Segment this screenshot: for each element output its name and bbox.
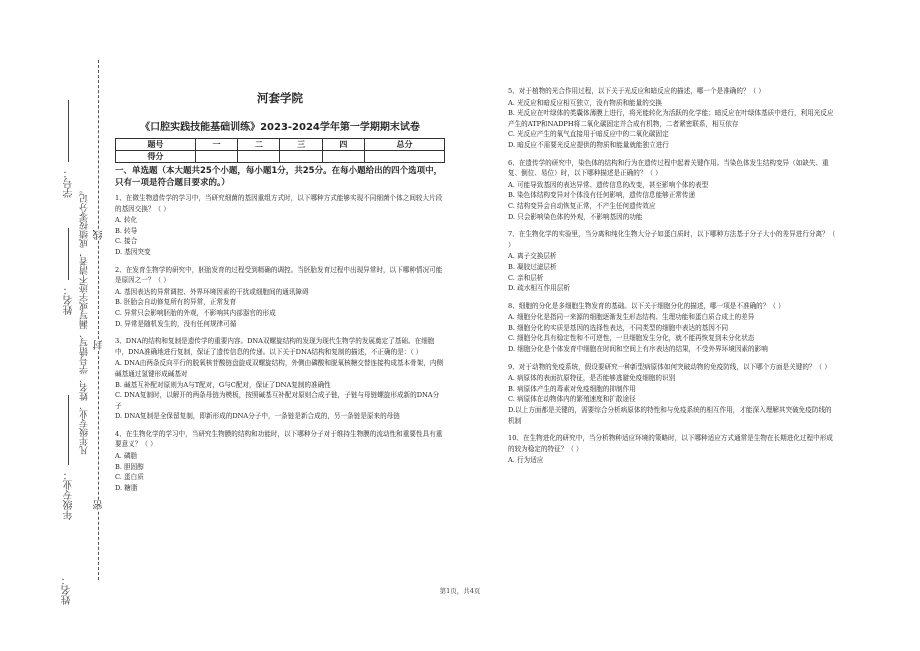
answer-option: A. 病原体的表面抗原特征，是否能够逃避免疫细胞的识别 [508,374,676,383]
answer-option: A. 光反应和暗反应相互独立，没有物质和能量的交换 [508,98,663,107]
score-cell: 四 [322,139,364,151]
option-list [508,373,838,426]
answer-option: A. 可能导致基因的表达异常、遗传信息的改变，甚至影响个体的表型 [508,180,709,189]
answer-option: D. DNA复制是全保留复制，即新形成的DNA分子中，一条链是新合成的，另一条链是原来的母链 [115,412,400,421]
seal-char-secret: 密 [94,500,105,510]
question [115,193,445,258]
question [115,336,445,422]
right-question-list [508,86,838,466]
question [508,86,838,151]
answer-option: A. 转化 [115,216,138,225]
grade-major-line [68,395,69,465]
score-cell: 总分 [365,139,445,151]
answer-option: D. 基因突变 [115,247,151,256]
score-cell: 二 [238,139,280,151]
student-id-line [68,100,69,162]
score-cell: 得分 [116,151,196,163]
option-list [115,287,445,329]
answer-option: D. 异常是随机发生的，没有任何规律可循 [115,319,237,328]
question-stem: 8、细胞的分化是多细胞生物发育的基础。以下关于细胞分化的描述，哪一项是不准确的？（ ） [508,301,785,310]
option-list [115,215,445,257]
name-line [68,228,69,280]
score-input-cell[interactable] [365,151,445,163]
answer-option: D. 细胞分化是个体发育中细胞在时间和空间上有序表达的结果，不受外界环境因素的影响 [508,345,768,354]
answer-option: C. 异常只会影响胚胎的外观，不影响其内部器官的形成 [115,308,276,317]
question-stem: 9、对于动物的免疫系统，假设要研究一种新型病原体如何突破动物的免疫防线，以下哪个方面是关键的？（ ） [508,362,831,371]
left-column [115,90,445,500]
score-input-cell[interactable] [238,151,280,163]
question [115,265,445,330]
right-column [508,86,838,473]
question [508,158,838,223]
answer-option: C. 接合 [115,237,138,246]
answer-option: A. 磷脂 [115,452,138,461]
answer-option: D. 疏水相互作用层析 [508,284,570,293]
seal-char-seal: 封 [94,340,105,350]
answer-option: D. 只会影响染色体的外观，不影响基因的功能 [508,212,643,221]
answer-option: C. DNA复制时，以解开的两条母链为模板，按照碱基互补配对原则合成子链，子链与母链螺旋形成新的DNA分子 [115,391,440,410]
question [508,433,838,466]
score-input-cell[interactable] [322,151,364,163]
answer-option: C. 结构变异会自动恢复正常，不产生任何遗传效应 [508,201,656,210]
score-header-row [116,139,445,151]
score-cell: 一 [195,139,237,151]
answer-option: D.以上方面都是关键的，需要综合分析病原体的特性和与免疫系统的相互作用，才能深入理解其突破免疫防线的机制 [508,406,832,425]
option-list [508,98,838,151]
answer-option: A. 离子交换层析 [508,252,557,261]
score-cell: 题号 [116,139,196,151]
name-label: 姓名： [64,285,75,315]
score-input-cell[interactable] [280,151,322,163]
answer-option: B. 碱基互补配对原则为A与T配对，G与C配对，保证了DNA复制的准确性 [115,380,331,389]
option-list [508,312,838,354]
answer-option: A. 基因表达的异常调控、外界环境因素的干扰或细胞间的通讯障碍 [115,287,309,296]
answer-option: C. 病原体在动物体内的繁殖速度和扩散途径 [508,395,636,404]
answer-option: B. 染色体结构变异对个体没有任何影响，遗传信息能够正常传递 [508,191,696,200]
answer-option: B. 细胞分化的实质是基因的选择性表达，不同类型的细胞中表达的基因不同 [508,323,729,332]
score-table [115,138,445,163]
question [508,229,838,294]
answer-option: B. 胚胎会自动修复所有的异常，正常发育 [115,298,237,307]
answer-option: B. 光反应在叶绿体的类囊体薄膜上进行，将光能转化为活跃的化学能；暗反应在叶绿体基质中进行，利用光反应产生的ATP和NADPH将二氧化碳固定并合成有机物，二者紧密联系，相互依存 [508,109,834,128]
question [115,429,445,494]
answer-option: B. 病原体产生的毒素对免疫细胞的抑制作用 [508,384,636,393]
answer-option: C. 蛋白质 [115,473,144,482]
grade-major-label: 年级专业： [64,470,75,520]
left-question-list [115,193,445,493]
question-stem: 10、在生物进化的研究中，当分析物种适应环境的策略时，以下哪种适应方式通常是生物在长期进化过程中形成的较为稳定的特征？（ ） [508,434,833,453]
school-name: 河套学院 [257,91,303,105]
answer-option: B. 胆固醇 [115,462,144,471]
answer-option: B. 转导 [115,226,138,235]
question-stem: 1、在微生物遗传学的学习中，当研究细菌的基因重组方式时，以下哪种方式能够实现不同细菌个体之间较大片段的基因交换？（ ） [115,194,443,213]
question-stem: 3、DNA的结构和复制是遗传学的重要内容。DNA双螺旋结构的发现为现代生物学的发展奠定了基础。在细胞中，DNA准确地进行复制，保证了遗传信息的传递。以下关于DNA结构和复制的描述，不正确的是：（ ） [115,337,435,356]
option-list [115,358,445,422]
student-id-label: 学号： [64,168,75,198]
page-footer: 第1页，共4页 [439,587,481,595]
exam-title: 《口腔实践技能基础训练》2023-2024学年第一学期期末试卷 [140,122,420,133]
option-list [508,180,838,222]
question-stem: 4、在生物化学的学习中，当研究生物膜的结构和功能时，以下哪种分子对于维持生物膜的流动性和重要性具有重要意义？（ ） [115,429,443,449]
option-list [508,455,838,466]
score-input-cell[interactable] [195,151,237,163]
answer-option: A. 行为适应 [508,456,544,465]
question [508,362,838,427]
question-stem: 7、在生物化学的实验里，当分离和纯化生物大分子如蛋白质时，以下哪种方法基于分子大小的差异进行分离？（ ） [508,230,836,249]
answer-option: A. 细胞分化是指同一来源的细胞逐渐发生形态结构、生理功能和蛋白质合成上的差异 [508,313,755,322]
question [508,301,838,355]
section-heading: 一、单选题（本大题共25个小题，每小题1分，共25分。在每小题给出的四个选项中，只有一项是符合题目要求的。） [115,166,443,188]
score-value-row [116,151,445,163]
name-label-2: 姓名： [62,575,73,605]
answer-option: B. 凝胶过滤层析 [508,262,557,271]
question-stem: 5、对于植物的光合作用过程，以下关于光反应和暗反应的描述，哪一个是准确的？（ ） [508,87,765,95]
question-stem: 2、在发育生物学的研究中，胚胎发育的过程受到精确的调控。当胚胎发育过程中出现异常时，以下哪种情况可能是原因之一？（ ） [115,265,443,285]
question-stem: 6、在遗传学的研究中，染色体的结构和行为在遗传过程中起着关键作用。当染色体发生结构变异（如缺失、重复、倒位、易位）时，以下哪种描述是正确的？（ ） [508,158,829,178]
notice-text: 凡年级专业、姓名、学号错写、漏写或字迹不清者，成绩按零分记。 [80,185,90,455]
answer-option: C. 光反应产生的氧气直接用于暗反应中的二氧化碳固定 [508,130,669,139]
score-cell: 三 [280,139,322,151]
answer-option: D. 暗反应不需要光反应提供的物质和能量就能独立进行 [508,140,669,149]
answer-option: C. 亲和层析 [508,273,544,282]
binding-margin [0,0,105,651]
answer-option: C. 细胞分化具有稳定性和不可逆性，一旦细胞发生分化，就不能再恢复到未分化状态 [508,334,755,343]
answer-option: D. 糖脂 [115,483,138,492]
answer-option: A. DNA由两条反向平行的脱氧核苷酸链盘旋成双螺旋结构，外侧由磷酸和脱氧核糖交替连接构成基本骨架，内侧碱基通过氢键形成碱基对 [115,359,444,378]
option-list [508,251,838,293]
option-list [115,451,445,493]
seal-char-line: 线 [94,230,105,240]
